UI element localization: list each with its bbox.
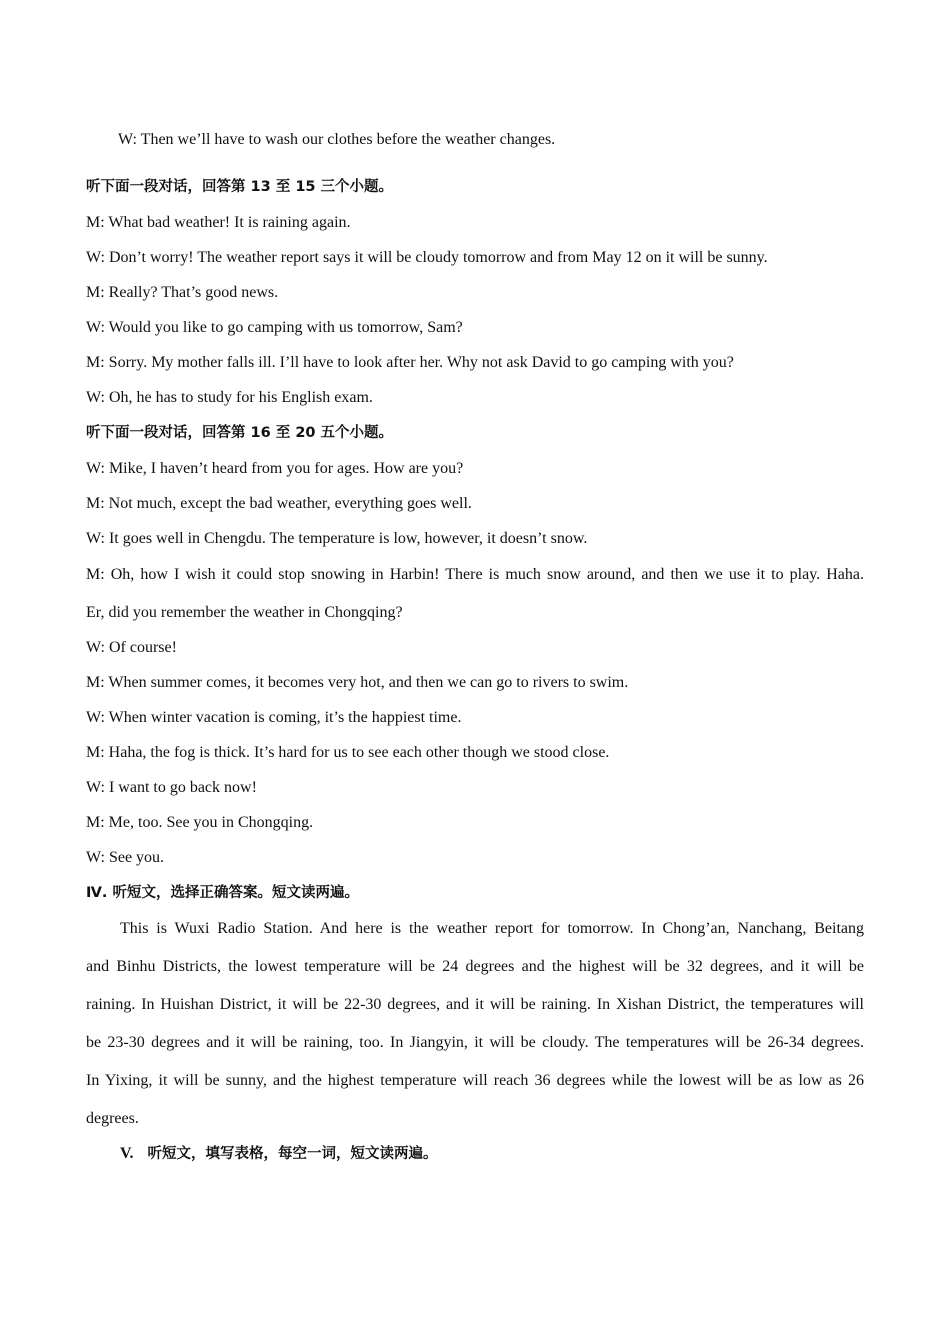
dialogue-line: W: Then we’ll have to wash our clothes before the weather changes.	[118, 131, 556, 148]
dialogue-line: M: What bad weather! It is raining again.	[86, 214, 351, 231]
dialogue-line: W: Would you like to go camping with us tomorrow, Sam?	[86, 319, 463, 336]
dialogue-line: M: Really? That’s good news.	[86, 284, 279, 301]
dialogue-line: M: When summer comes, it becomes very hot, and then we can go to rivers to swim.	[86, 674, 629, 691]
passage-line: and Binhu Districts, the lowest temperature will be 24 degrees and the highest will be 32 degrees, and it will be	[86, 958, 864, 975]
section-heading-5	[120, 1144, 438, 1164]
dialogue-line: Er, did you remember the weather in Chongqing?	[86, 604, 403, 621]
passage-line: raining. In Huishan District, it will be 22-30 degrees, and it will be raining. In Xishan District, the temperatures will	[86, 996, 864, 1013]
section-heading-q13-15: 听下面一段对话，回答第 13 至 15 三个小题。	[86, 179, 394, 195]
section-heading-4: Ⅳ. 听短文，选择正确答案。短文读两遍。	[86, 885, 359, 901]
passage-line: In Yixing, it will be sunny, and the highest temperature will reach 36 degrees while the lowest will be as low as 26	[86, 1072, 864, 1089]
dialogue-line: M: Not much, except the bad weather, everything goes well.	[86, 495, 472, 512]
passage-line: This is Wuxi Radio Station. And here is the weather report for tomorrow. In Chong’an, Nanchang, Beitang	[120, 920, 864, 937]
section-instruction: 听短文，填写表格，每空一词，短文读两遍。	[147, 1146, 438, 1162]
dialogue-line: M: Me, too. See you in Chongqing.	[86, 814, 314, 831]
dialogue-line: W: It goes well in Chengdu. The temperature is low, however, it doesn’t snow.	[86, 530, 588, 547]
dialogue-line: W: Oh, he has to study for his English exam.	[86, 389, 373, 406]
passage-line: degrees.	[86, 1110, 139, 1127]
section-heading-q16-20: 听下面一段对话，回答第 16 至 20 五个小题。	[86, 425, 394, 441]
dialogue-line: M: Oh, how I wish it could stop snowing in Harbin! There is much snow around, and then we use it to play. Haha.	[86, 566, 864, 583]
dialogue-line: W: Of course!	[86, 639, 177, 656]
dialogue-line: M: Sorry. My mother falls ill. I’ll have to look after her. Why not ask David to go camping with you?	[86, 354, 734, 371]
dialogue-line: W: When winter vacation is coming, it’s the happiest time.	[86, 709, 462, 726]
dialogue-line: W: See you.	[86, 849, 165, 866]
dialogue-line: W: I want to go back now!	[86, 779, 257, 796]
dialogue-line: W: Mike, I haven’t heard from you for ages. How are you?	[86, 460, 464, 477]
passage-line: be 23-30 degrees and it will be raining, too. In Jiangyin, it will be cloudy. The temperatures will be 26-34 degrees.	[86, 1034, 864, 1051]
section-number: V.	[120, 1145, 134, 1162]
dialogue-line: W: Don’t worry! The weather report says it will be cloudy tomorrow and from May 12 on it will be sunny.	[86, 249, 768, 266]
dialogue-line: M: Haha, the fog is thick. It’s hard for us to see each other though we stood close.	[86, 744, 610, 761]
